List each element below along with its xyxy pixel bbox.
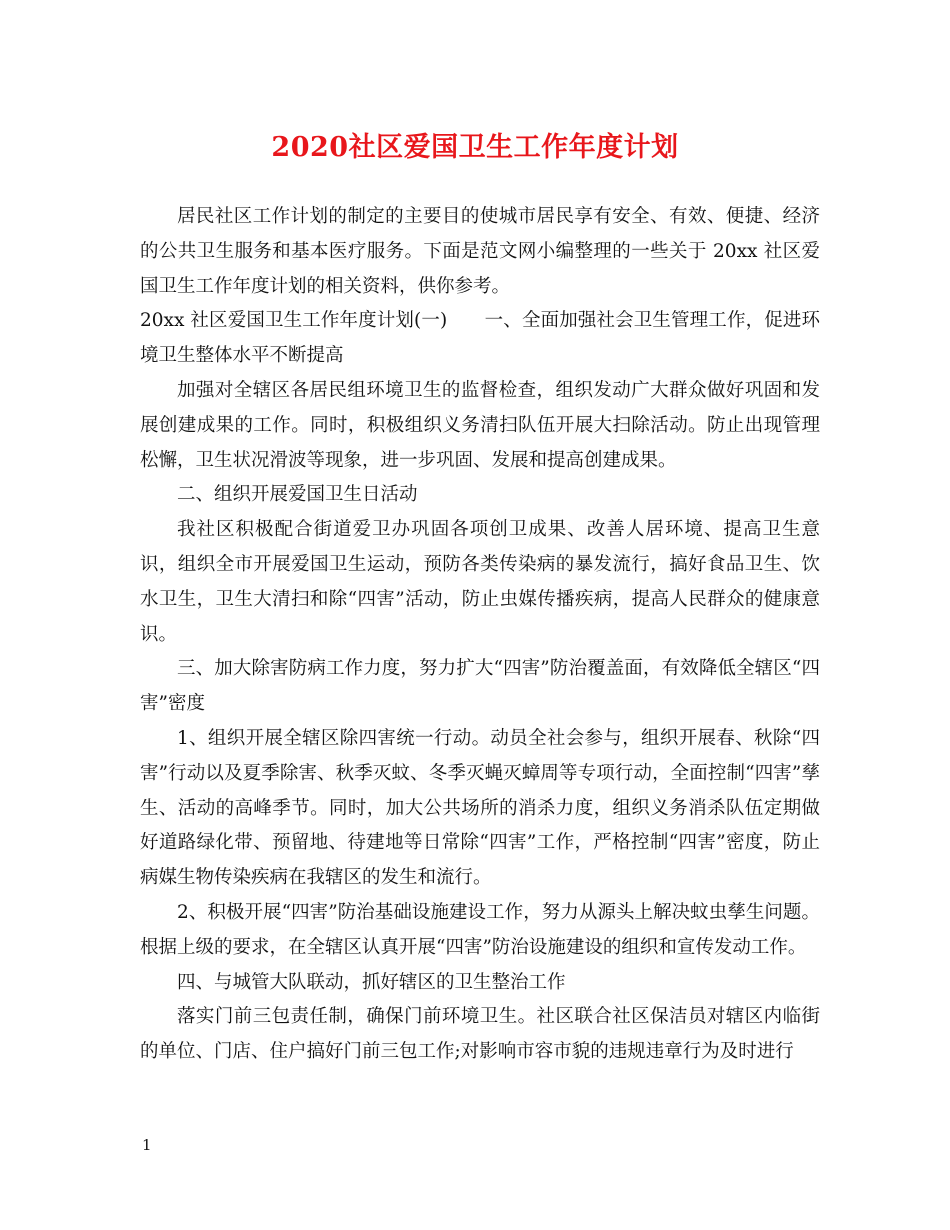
paragraph-section-one: 加强对全辖区各居民组环境卫生的监督检查，组织发动广大群众做好巩固和发展创建成果的工作。同时，积极组织义务清扫队伍开展大扫除活动。防止出现管理松懈，卫生状况滑波等现象，进一步巩固、发展和提高创建成果。	[140, 379, 820, 471]
paragraph-item-one: 1、组织开展全辖区除四害统一行动。动员全社会参与，组织开展春、秋除“四害”行动以及夏季除害、秋季灭蚊、冬季灭蝇灭蟑周等专项行动，全面控制“四害”孳生、活动的高峰季节。同时，加大公共场所的消杀力度，组织义务消杀队伍定期做好道路绿化带、预留地、待建地等日常除“四害”工作，严格控制“四害”密度，防止病媒生物传染疾病在我辖区的发生和流行。	[140, 727, 820, 889]
paragraph-item-two: 2、积极开展“四害”防治基础设施建设工作，努力从源头上解决蚊虫孳生问题。根据上级的要求，在全辖区认真开展“四害”防治设施建设的组织和宣传发动工作。	[140, 901, 820, 958]
heading-section-two: 二、组织开展爱国卫生日活动	[177, 484, 418, 506]
heading-section-four: 四、与城管大队联动，抓好辖区的卫生整治工作	[177, 971, 566, 993]
document-title: 2020社区爱国卫生工作年度计划	[271, 132, 679, 163]
page-number: 1	[142, 1136, 152, 1154]
paragraph-section-two: 我社区积极配合街道爱卫办巩固各项创卫成果、改善人居环境、提高卫生意识，组织全市开展爱国卫生运动，预防各类传染病的暴发流行，搞好食品卫生、饮水卫生，卫生大清扫和除“四害”活动，防止虫媒传播疾病，提高人民群众的健康意识。	[140, 519, 820, 645]
document-body	[140, 200, 820, 1070]
paragraph-intro: 居民社区工作计划的制定的主要目的使城市居民享有安全、有效、便捷、经济的公共卫生服务和基本医疗服务。下面是范文网小编整理的一些关于 20xx 社区爱国卫生工作年度计划的相关资料，供你参考。	[140, 206, 820, 297]
heading-section-three: 三、加大除害防病工作力度，努力扩大“四害”防治覆盖面，有效降低全辖区“四害”密度	[140, 658, 820, 715]
paragraph-plan-heading: 20xx 社区爱国卫生工作年度计划(一) 一、全面加强社会卫生管理工作，促进环境卫生整体水平不断提高	[140, 310, 820, 367]
paragraph-section-four: 落实门前三包责任制，确保门前环境卫生。社区联合社区保洁员对辖区内临街的单位、门店、住户搞好门前三包工作;对影响市容市貌的违规违章行为及时进行	[140, 1006, 820, 1063]
